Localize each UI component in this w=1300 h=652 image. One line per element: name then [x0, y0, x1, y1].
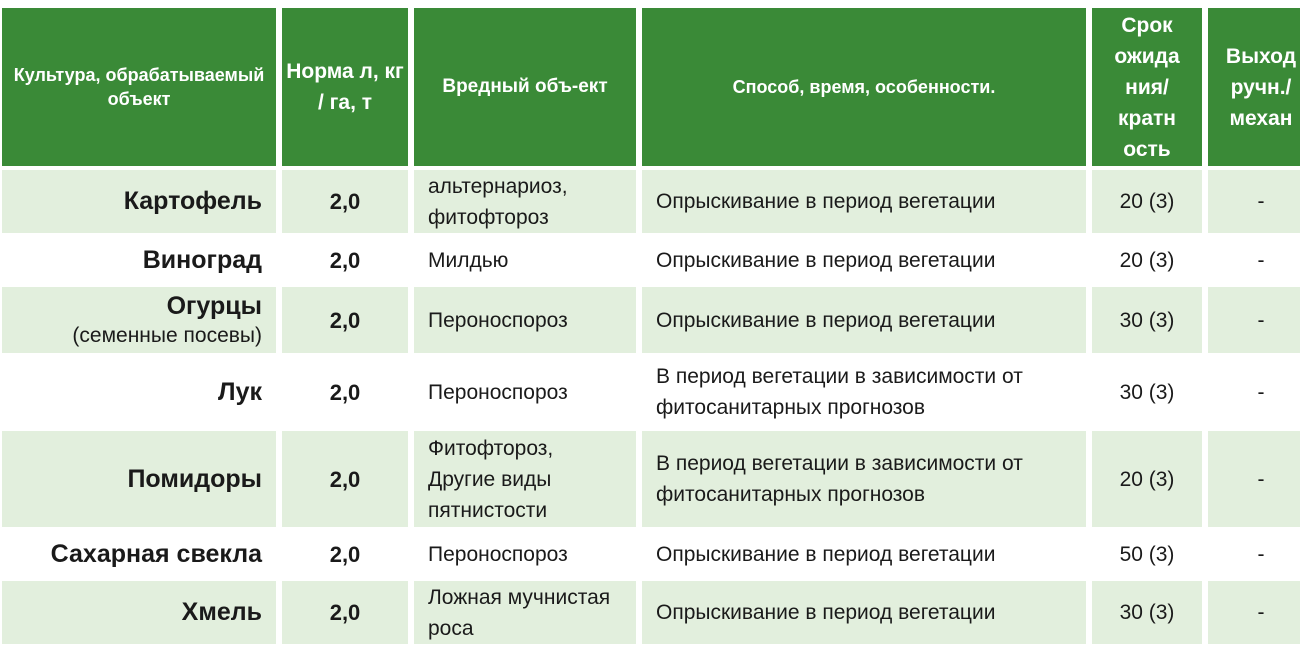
output-cell: - — [1208, 431, 1300, 527]
method-cell: В период вегетации в зависимости от фитосанитарных прогнозов — [642, 431, 1086, 527]
pesticide-table — [0, 4, 1300, 648]
header-wait-line: ость — [1123, 137, 1171, 161]
crop-cell — [2, 170, 276, 233]
header-wait-line: ожида — [1114, 44, 1180, 68]
output-cell: - — [1208, 287, 1300, 353]
crop-cell — [2, 431, 276, 527]
rate-cell: 2,0 — [282, 170, 408, 233]
header-output — [1208, 8, 1300, 166]
method-cell: Опрыскивание в период вегетации — [642, 237, 1086, 283]
header-wait-line: ния/ — [1125, 75, 1169, 99]
wait-cell: 30 (3) — [1092, 357, 1202, 427]
pest-cell: Пероноспороз — [414, 287, 636, 353]
crop-cell — [2, 357, 276, 427]
method-cell: Опрыскивание в период вегетации — [642, 531, 1086, 577]
wait-cell: 30 (3) — [1092, 581, 1202, 644]
header-row — [2, 8, 1300, 166]
pest-cell: Милдью — [414, 237, 636, 283]
header-wait-line: кратн — [1118, 106, 1176, 130]
rate-cell: 2,0 — [282, 287, 408, 353]
table-row — [2, 531, 1300, 577]
output-cell: - — [1208, 357, 1300, 427]
rate-cell: 2,0 — [282, 581, 408, 644]
pest-cell: Пероноспороз — [414, 357, 636, 427]
method-cell: Опрыскивание в период вегетации — [642, 581, 1086, 644]
pest-cell: Фитофтороз, Другие виды пятнистости — [414, 431, 636, 527]
header-wait-line: Срок — [1121, 13, 1173, 37]
header-method: Способ, время, особенности. — [642, 8, 1086, 166]
method-cell: В период вегетации в зависимости от фитосанитарных прогнозов — [642, 357, 1086, 427]
wait-cell: 20 (3) — [1092, 237, 1202, 283]
crop-name: Помидоры — [127, 464, 262, 493]
output-cell: - — [1208, 170, 1300, 233]
output-cell: - — [1208, 581, 1300, 644]
crop-cell — [2, 581, 276, 644]
pest-cell: альтернариоз, фитофтороз — [414, 170, 636, 233]
header-output-line: ручн./ — [1230, 75, 1292, 99]
table-row — [2, 237, 1300, 283]
rate-cell: 2,0 — [282, 431, 408, 527]
crop-cell — [2, 287, 276, 353]
header-rate: Норма л, кг / га, т — [282, 8, 408, 166]
wait-cell: 20 (3) — [1092, 170, 1202, 233]
table-row — [2, 581, 1300, 644]
rate-cell: 2,0 — [282, 237, 408, 283]
crop-cell — [2, 531, 276, 577]
pest-cell: Пероноспороз — [414, 531, 636, 577]
method-cell: Опрыскивание в период вегетации — [642, 287, 1086, 353]
header-crop: Культура, обрабатываемый объект — [2, 8, 276, 166]
table-row — [2, 287, 1300, 353]
wait-cell: 20 (3) — [1092, 431, 1202, 527]
crop-name: Хмель — [181, 598, 262, 626]
crop-name: Лук — [218, 377, 262, 406]
header-output-line: Выход — [1225, 44, 1297, 68]
crop-name: Сахарная свекла — [50, 539, 262, 568]
crop-name: Огурцы — [166, 291, 262, 320]
pest-cell: Ложная мучнистая роса — [414, 581, 636, 644]
crop-name: Виноград — [142, 245, 262, 274]
output-cell: - — [1208, 531, 1300, 577]
table-row — [2, 170, 1300, 233]
crop-cell — [2, 237, 276, 283]
wait-cell: 50 (3) — [1092, 531, 1202, 577]
crop-name: Картофель — [123, 187, 262, 215]
header-output-line: механ — [1229, 106, 1293, 130]
output-cell: - — [1208, 237, 1300, 283]
header-pest: Вредный объ-ект — [414, 8, 636, 166]
method-cell: Опрыскивание в период вегетации — [642, 170, 1086, 233]
wait-cell: 30 (3) — [1092, 287, 1202, 353]
rate-cell: 2,0 — [282, 531, 408, 577]
rate-cell: 2,0 — [282, 357, 408, 427]
table-row — [2, 357, 1300, 427]
crop-subtitle: (семенные посевы) — [72, 323, 262, 347]
header-wait — [1092, 8, 1202, 166]
table-row — [2, 431, 1300, 527]
